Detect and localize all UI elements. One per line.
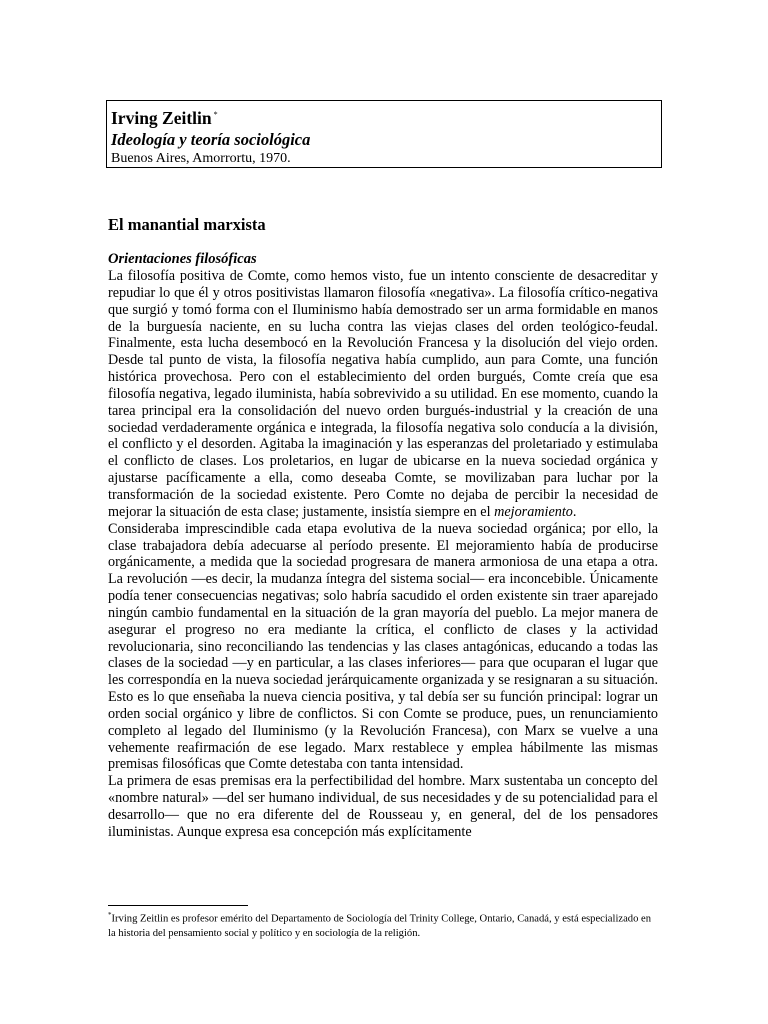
footnote-mark[interactable]: * <box>213 110 218 119</box>
publication-info: Buenos Aires, Amorrortu, 1970. <box>111 150 291 166</box>
footnote-divider <box>108 905 248 906</box>
paragraph-3: La primera de esas premisas era la perfectibilidad del hombre. Marx sustentaba un concepto del «nombre natural» —del ser humano individual, de sus necesidades y de su potencialidad para el desarrollo— que no era diferente del de Rousseau y, en general, del de los pensadores iluministas. Aunque expresa esa concepción más explícitamente <box>108 773 658 840</box>
chapter-title: El manantial marxista <box>108 215 266 234</box>
body-text <box>108 268 658 841</box>
section-title: Orientaciones filosóficas <box>108 251 257 267</box>
footnote-marker: * <box>108 911 112 919</box>
paragraph-1 <box>108 268 658 521</box>
author-name <box>111 104 661 129</box>
paragraph-2: Consideraba imprescindible cada etapa evolutiva de la nueva sociedad orgánica; por ello, la clase trabajadora debía adecuarse al período presente. El mejoramiento había de producirse orgánicamente, a medida que la sociedad progresara de manera armoniosa de una etapa a otra. La revolución —es decir, la mudanza íntegra del sistema social— era inconcebible. Únicamente podía tener consecuencias negativas; solo habría sacudido el orden existente sin traer aparejado ningún cambio fundamental en la situación de la gran mayoría del pueblo. La mejor manera de asegurar el progreso no era mediante la crítica, el conflicto de clases y la actividad revolucionaria, sino reconciliando las tendencias y las clases antagónicas, educando a todas las clases de la sociedad —y en particular, a las clases inferiores— para que ocuparan el lugar que les correspondía en la nueva sociedad jerárquicamente organizada y se resignaran a su situación. Esto es lo que enseñaba la nueva ciencia positiva, y tal debía ser su función principal: lograr un orden social orgánico y libre de conflictos. Si con Comte se produce, pues, un renunciamiento completo al legado del Iluminismo (y la Revolución Francesa), con Marx se vuelve a una vehemente reafirmación de ese legado. Marx restablece y emplea hábilmente las mismas premisas filosóficas que Comte detestaba con tanta intensidad. <box>108 520 658 773</box>
footnote <box>108 908 660 941</box>
citation-box <box>106 100 662 168</box>
paragraph-1-end: . <box>572 503 577 520</box>
paragraph-1-text: La filosofía positiva de Comte, como hemos visto, fue un intento consciente de desacreditar y repudiar lo que él y otros positivistas llamaron filosofía «negativa». La filosofía crítico-negativa que surgió y tomó forma con el Iluminismo había demostrado ser un arma formidable en manos de la burguesía naciente, en su lucha contra las viejas clases del orden teológico-feudal. Finalmente, esta lucha desembocó en la Revolución Francesa y la disolución del viejo orden. Desde tal punto de vista, la filosofía negativa había cumplido, aun para Comte, una función histórica provechosa. Pero con el establecimiento del orden burgués, Comte creía que esa filosofía negativa, legado iluminista, había sobrevivido a su utilidad. En ese momento, cuando la tarea principal era la consolidación del nuevo orden burgués-industrial y la creación de una sociedad verdaderamente orgánica e integrada, la filosofía negativa solo conducía a la división, el conflicto y el desorden. Agitaba la imaginación y las esperanzas del proletariado y estimulaba el conflicto de clases. Los proletarios, en lugar de ubicarse en la nueva sociedad orgánica y ajustarse pacíficamente a ella, como deseaba Comte, se movilizaban para luchar por la transformación de la sociedad existente. Pero Comte no dejaba de percibir la necesidad de mejorar la situación de esta clase; justamente, insistía siempre en el <box>108 268 658 520</box>
author-name-text: Irving Zeitlin <box>111 107 212 128</box>
footnote-text: Irving Zeitlin es profesor emérito del Departamento de Sociología del Trinity College, Ontario, Canadá, y está especializado en la historia del pensamiento social y político y en sociología de la religión. <box>108 913 652 939</box>
paragraph-1-emphasis: mejoramiento <box>494 503 573 520</box>
book-title: Ideología y teoría sociológica <box>111 129 311 149</box>
